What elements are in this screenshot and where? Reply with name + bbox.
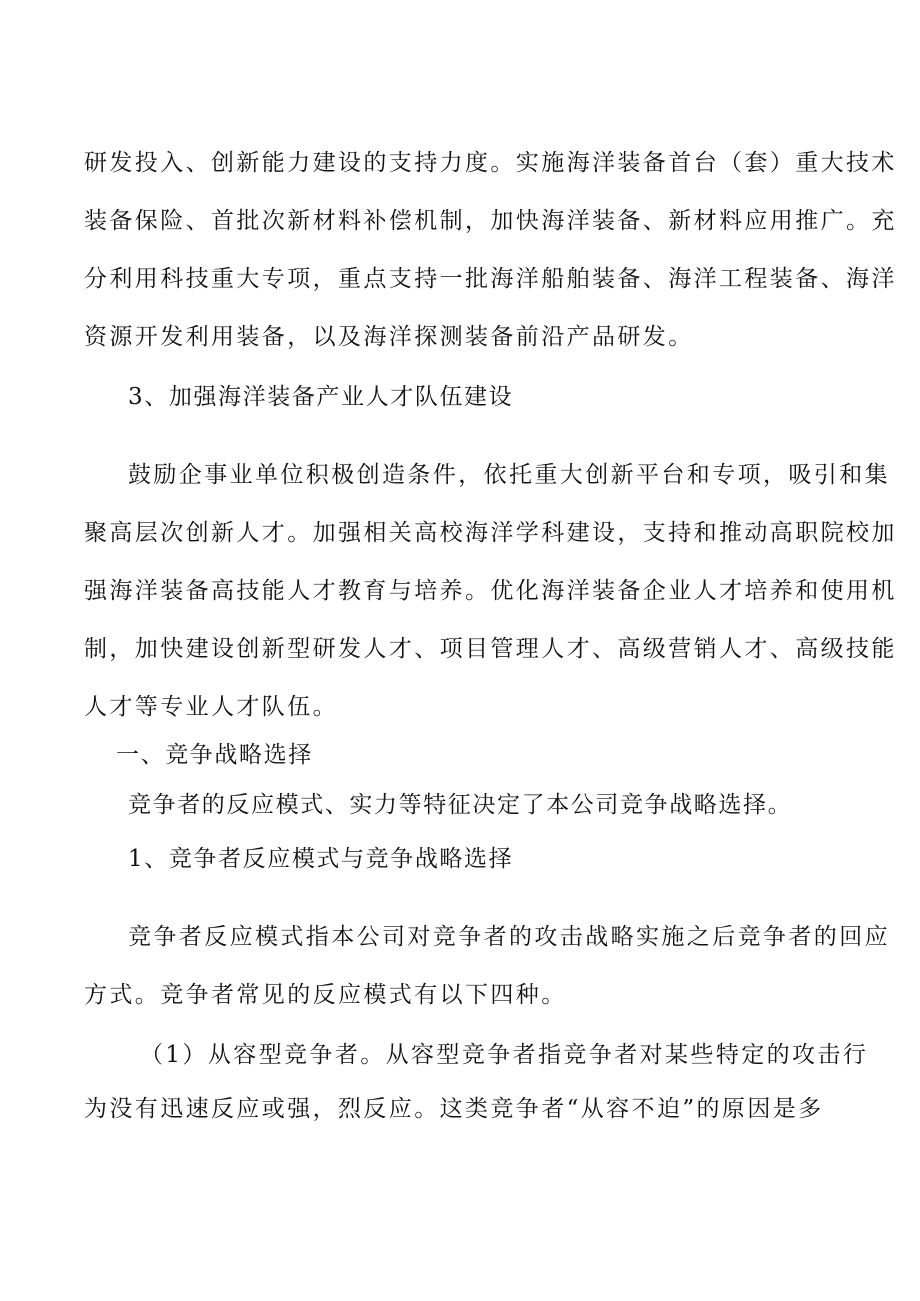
intro-sentence: 竞争者的反应模式、实力等特征决定了本公司竞争战略选择。 (128, 792, 793, 818)
text-line: 鼓励企事业单位积极创造条件，依托重大创新平台和专项，吸引和集 (128, 462, 890, 488)
text-line: 为没有迅速反应或强，烈反应。这类竞争者“从容不迫”的原因是多 (84, 1096, 824, 1122)
text-line: 方式。竞争者常见的反应模式有以下四种。 (84, 982, 567, 1008)
text-line: 研发投入、创新能力建设的支持力度。实施海洋装备首台（套）重大技术 (84, 150, 897, 176)
text-line: 资源开发利用装备，以及海洋探测装备前沿产品研发。 (84, 324, 694, 350)
text-line: 聚高层次创新人才。加强相关高校海洋学科建设，支持和推动高职院校加 (84, 520, 897, 546)
text-line: 装备保险、首批次新材料补偿机制，加快海洋装备、新材料应用推广。充 (84, 208, 897, 234)
text-line: （1）从容型竞争者。从容型竞争者指竞争者对某些特定的攻击行 (140, 1042, 869, 1068)
section-heading: 一、竞争战略选择 (116, 742, 313, 768)
text-line: 制，加快建设创新型研发人才、项目管理人才、高级营销人才、高级技能 (84, 636, 897, 662)
subheading-talent: 3、加强海洋装备产业人才队伍建设 (128, 384, 514, 410)
text-line: 竞争者反应模式指本公司对竞争者的攻击战略实施之后竞争者的回应 (128, 924, 890, 950)
text-line: 分利用科技重大专项，重点支持一批海洋船舶装备、海洋工程装备、海洋 (84, 266, 897, 292)
text-line: 人才等专业人才队伍。 (84, 694, 338, 720)
text-line: 强海洋装备高技能人才教育与培养。优化海洋装备企业人才培养和使用机 (84, 578, 897, 604)
subheading-response-modes: 1、竞争者反应模式与竞争战略选择 (128, 846, 514, 872)
